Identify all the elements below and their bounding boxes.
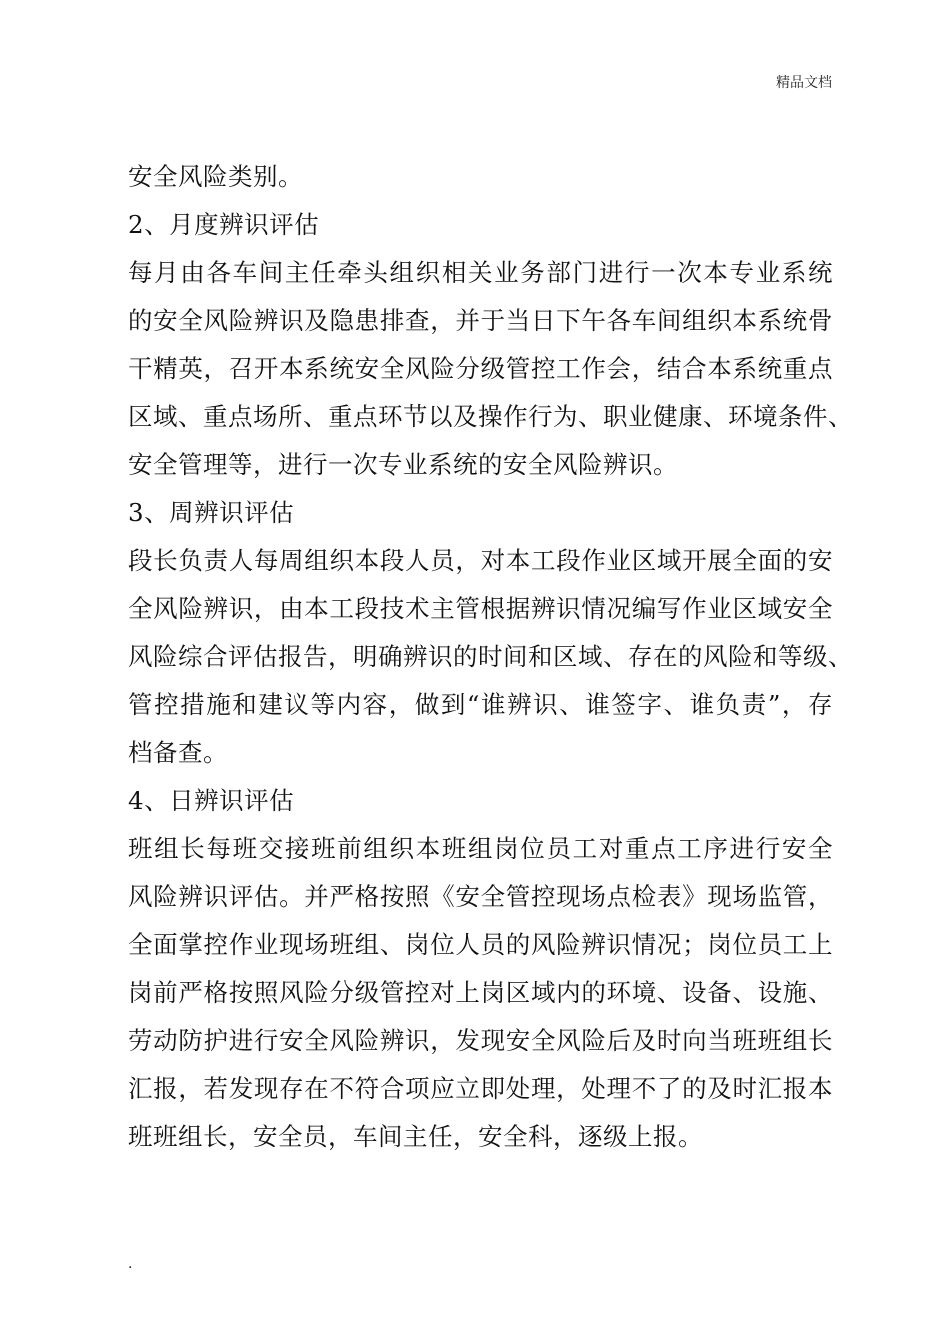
text-line: 2、月度辨识评估 bbox=[128, 210, 320, 239]
text-line: 风险辨识评估。并严格按照《安全管控现场点检表》现场监管， bbox=[128, 882, 833, 911]
text-line: 安全管理等，进行一次专业系统的安全风险辨识。 bbox=[128, 450, 678, 479]
document-body bbox=[128, 153, 853, 1161]
text-line: 汇报，若发现存在不符合项应立即处理，处理不了的及时汇报本 bbox=[128, 1074, 833, 1103]
text-line: 4、日辨识评估 bbox=[128, 786, 295, 815]
text-line: 每月由各车间主任牵头组织相关业务部门进行一次本专业系统 bbox=[128, 258, 833, 287]
text-line: 的安全风险辨识及隐患排查，并于当日下午各车间组织本系统骨 bbox=[128, 306, 833, 335]
page-footer-mark: . bbox=[128, 1256, 133, 1272]
text-line: 段长负责人每周组织本段人员，对本工段作业区域开展全面的安 bbox=[128, 546, 833, 575]
text-line: 岗前严格按照风险分级管控对上岗区域内的环境、设备、设施、 bbox=[128, 978, 833, 1007]
text-line: 全风险辨识，由本工段技术主管根据辨识情况编写作业区域安全 bbox=[128, 594, 833, 623]
text-line: 3、周辨识评估 bbox=[128, 498, 295, 527]
text-line: 风险综合评估报告，明确辨识的时间和区域、存在的风险和等级、 bbox=[128, 642, 853, 671]
text-line: 班组长每班交接班前组织本班组岗位员工对重点工序进行安全 bbox=[128, 834, 833, 863]
page-header-mark: 精品文档 bbox=[776, 75, 832, 91]
text-line: 劳动防护进行安全风险辨识，发现安全风险后及时向当班班组长 bbox=[128, 1026, 833, 1055]
text-line: 安全风险类别。 bbox=[128, 162, 303, 191]
text-line: 档备查。 bbox=[128, 738, 228, 767]
text-line: 干精英，召开本系统安全风险分级管控工作会，结合本系统重点 bbox=[128, 354, 833, 383]
text-line: 班班组长，安全员，车间主任，安全科，逐级上报。 bbox=[128, 1122, 703, 1151]
text-line: 全面掌控作业现场班组、岗位人员的风险辨识情况；岗位员工上 bbox=[128, 930, 833, 959]
text-line: 区域、重点场所、重点环节以及操作行为、职业健康、环境条件、 bbox=[128, 402, 853, 431]
text-line: 管控措施和建议等内容，做到“谁辨识、谁签字、谁负责”，存 bbox=[128, 690, 833, 719]
